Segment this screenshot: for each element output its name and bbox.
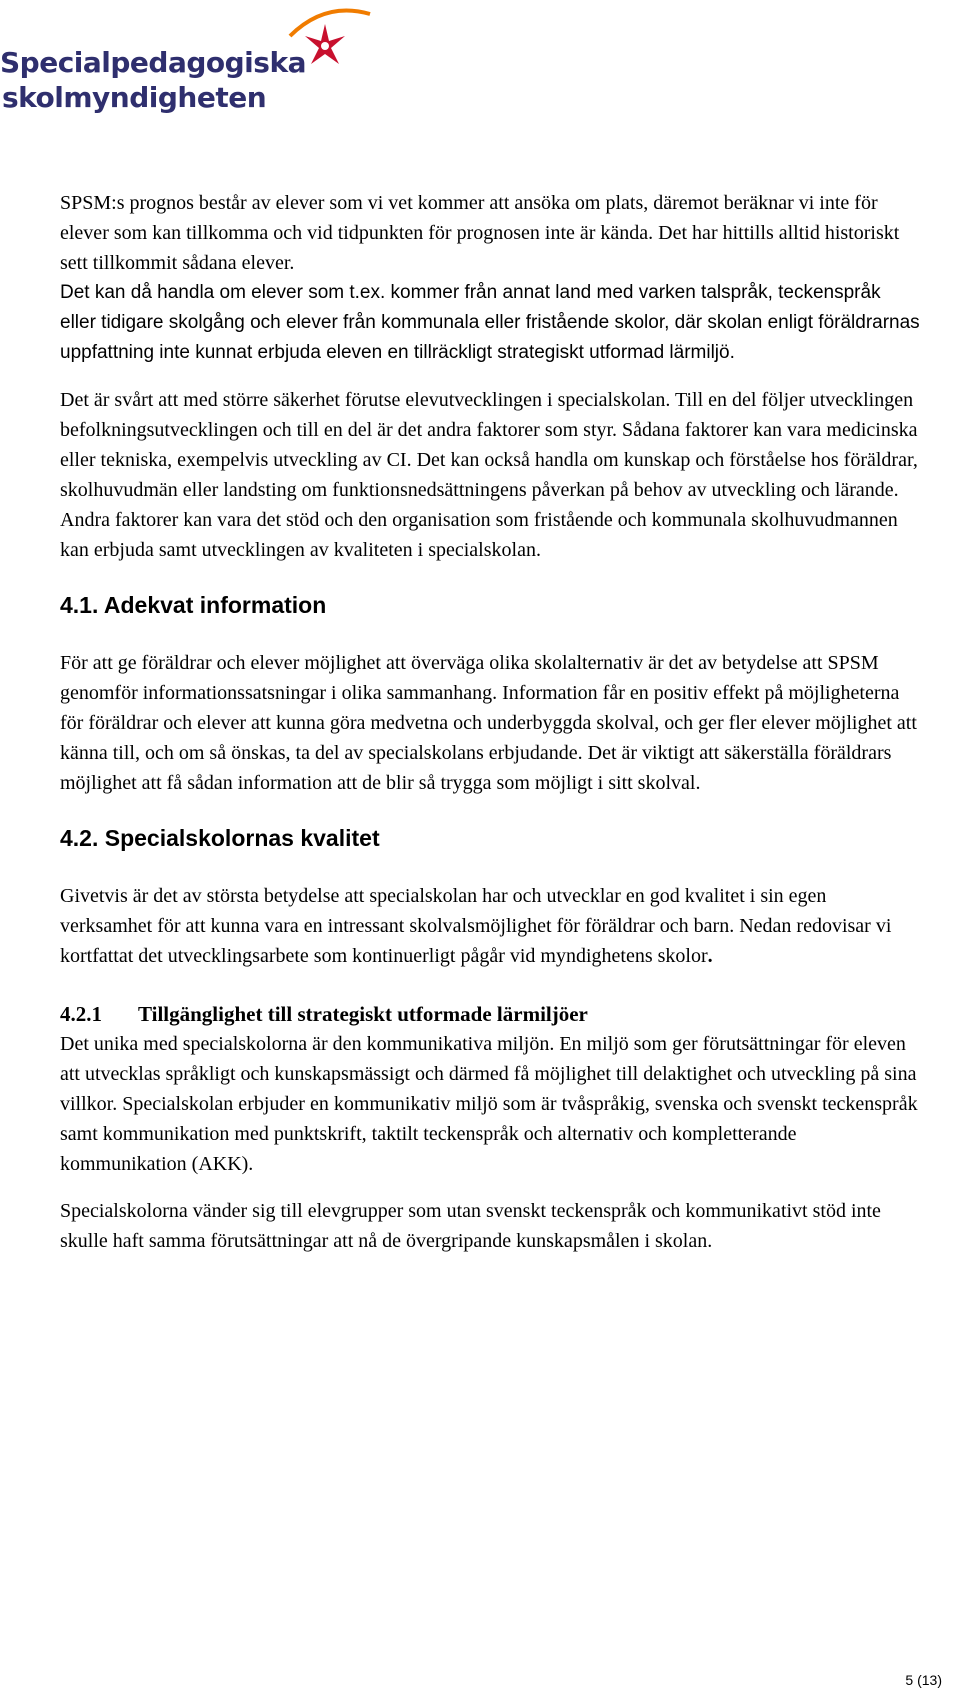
paragraph-4-2-text: Givetvis är det av största betydelse att specialskolan har och utvecklar en god kvalitet i sin egen verksamhet för att kunna vara en intressant skolvalsmöjlighet för föräldrar och barn. Nedan redovisar vi kortfattat det utvecklingsarbete som kontinuerligt pågår vid myndighetens skolor	[60, 885, 892, 967]
heading-4-2-1-title: Tillgänglighet till strategiskt utformade lärmiljöer	[138, 1002, 588, 1026]
paragraph-4-2	[60, 881, 920, 971]
heading-4-2-1	[60, 999, 920, 1029]
logo-text-line1: Specialpedagogiska	[0, 46, 306, 79]
logo	[0, 6, 380, 116]
paragraph-4-2-1-b: Specialskolorna vänder sig till elevgrupper som utan svenskt teckenspråk och kommunikativt stöd inte skulle haft samma förutsättningar att nå de övergripande kunskapsmålen i skolan.	[60, 1200, 881, 1252]
paragraph-prognosis: Det är svårt att med större säkerhet förutse elevutvecklingen i specialskolan. Till en del följer utvecklingen befolkningsutvecklingen och till en del är det andra faktorer som styr. Sådana faktorer kan vara medicinska eller tekniska, exempelvis utveckling av CI. Det kan också handla om kunskap och förståelse hos föräldrar, skolhuvudmän eller landsting om funktionsnedsättningens påverkan på behov av utveckling och lärande. Andra faktorer kan vara det stöd och den organisation som fristående och kommunala skolhuvudmannen kan erbjuda samt utvecklingen av kvaliteten i specialskolan.	[60, 389, 918, 561]
logo-text-line2: skolmyndigheten	[2, 81, 267, 114]
heading-4-1: 4.1. Adekvat information	[60, 592, 327, 618]
paragraph-4-1: För att ge föräldrar och elever möjlighet att överväga olika skolalternativ är det av betydelse att SPSM genomför informationssatsningar i olika sammanhang. Information får en positiv effekt på möjligheterna för föräldrar och elever att kunna göra medvetna och underbyggda skolval, och ger fler elever möjlighet att känna till, och om så önskas, ta del av specialskolans erbjudande. Det är viktigt att säkerställa föräldrars möjlighet att få sådan information att de blir så trygga som möjligt i sitt skolval.	[60, 652, 917, 794]
intro-paragraph-sans: Det kan då handla om elever som t.ex. kommer från annat land med varken talspråk, teckenspråk eller tidigare skolgång och elever från kommunala eller fristående skolor, där skolan enligt föräldrarnas uppfattning inte kunnat erbjuda eleven en tillräckligt strategiskt utformad lärmiljö.	[60, 282, 920, 363]
star-logo-icon	[270, 6, 380, 86]
paragraph-4-2-end: .	[707, 945, 713, 967]
heading-4-2-1-number: 4.2.1	[60, 1002, 102, 1026]
page-number: 5 (13)	[905, 1672, 942, 1688]
intro-paragraph-serif: SPSM:s prognos består av elever som vi vet kommer att ansöka om plats, däremot beräknar vi inte för elever som kan tillkomma och vid tidpunkten för prognosen inte är kända. Det har hittills alltid historiskt sett tillkommit sådana elever.	[60, 192, 900, 274]
document-body	[60, 188, 920, 1256]
heading-4-2: 4.2. Specialskolornas kvalitet	[60, 825, 380, 851]
paragraph-4-2-1-a: Det unika med specialskolorna är den kommunikativa miljön. En miljö som ger förutsättningar för eleven att utvecklas språkligt och kunskapsmässigt och därmed få möjlighet till delaktighet och utveckling på sina villkor. Specialskolan erbjuder en kommunikativ miljö som är tvåspråkig, svenska och svenskt teckenspråk samt kommunikation med punktskrift, taktilt teckenspråk och alternativ och kompletterande kommunikation (AKK).	[60, 1033, 918, 1175]
